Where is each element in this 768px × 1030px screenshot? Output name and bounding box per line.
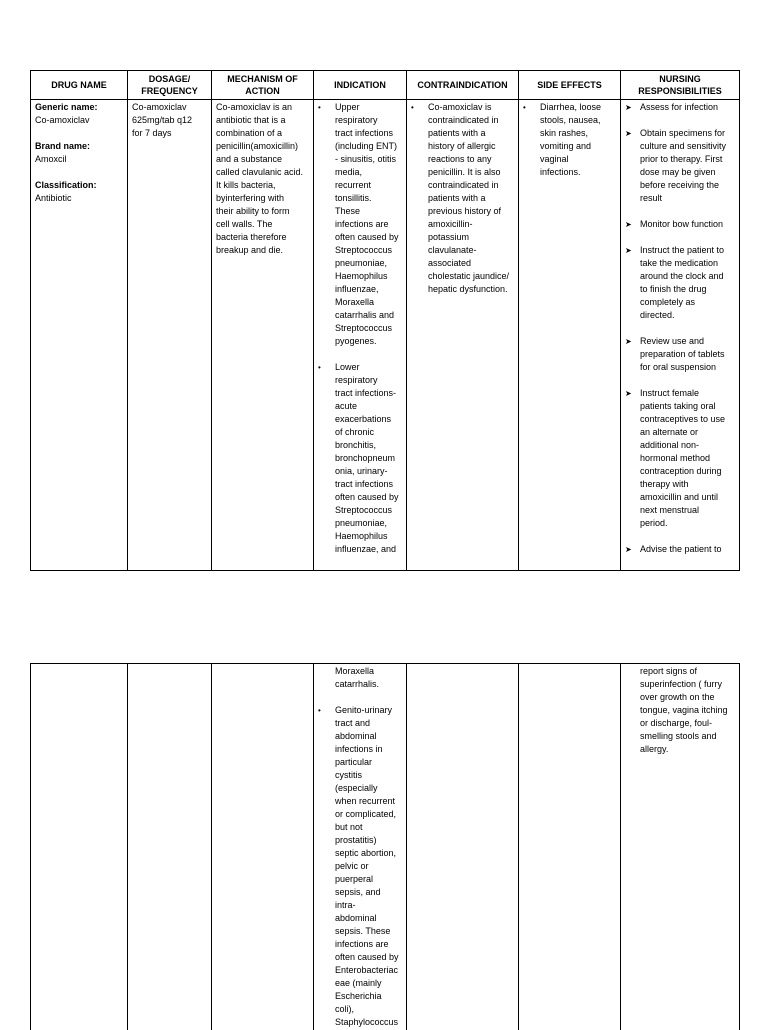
brand-name-value: Amoxcil xyxy=(35,153,123,166)
text-line: skin rashes, xyxy=(540,127,616,140)
bullet-icon: • xyxy=(318,361,330,374)
header-mechanism-of-action: MECHANISM OF ACTION xyxy=(212,71,314,100)
text-line: vomiting and xyxy=(540,140,616,153)
text-line: or complicated, xyxy=(335,808,402,821)
text-line: tract and xyxy=(335,717,402,730)
text-line: patients with a xyxy=(428,192,514,205)
text-line: byinterfering with xyxy=(216,192,309,205)
arrow-bullet-icon: ➤ xyxy=(625,244,637,257)
text-line: additional non- xyxy=(640,439,735,452)
cell-drug-name xyxy=(31,100,128,571)
text-line: or discharge, foul- xyxy=(640,717,735,730)
text-line: sepsis, and xyxy=(335,886,402,899)
text-line: Advise the patient to xyxy=(640,543,735,556)
text-line: period. xyxy=(640,517,735,530)
cell-drug-name-continued xyxy=(31,664,128,1030)
text-line: report signs of xyxy=(640,665,735,678)
arrow-bullet-icon: ➤ xyxy=(625,335,637,348)
text-line: clavulanate- xyxy=(428,244,514,257)
text-line: Haemophilus xyxy=(335,530,402,543)
text-line: respiratory xyxy=(335,114,402,127)
text-line: infections in xyxy=(335,743,402,756)
text-line: history of allergic xyxy=(428,140,514,153)
header-contraindication: CONTRAINDICATION xyxy=(407,71,519,100)
text-line: recurrent xyxy=(335,179,402,192)
text-line: contraindicated in xyxy=(428,114,514,127)
text-line: hepatic dysfunction. xyxy=(428,283,514,296)
text-line: amoxicillin and until xyxy=(640,491,735,504)
nursing-list xyxy=(625,101,735,556)
bullet-icon: • xyxy=(318,101,330,114)
classification-value: Antibiotic xyxy=(35,192,123,205)
side-effect-item xyxy=(523,101,616,179)
text-line: influenzae, xyxy=(335,283,402,296)
text-line: Instruct female xyxy=(640,387,735,400)
generic-name-label: Generic name: xyxy=(35,101,123,114)
header-indication: INDICATION xyxy=(314,71,407,100)
text-line: coli), xyxy=(335,1003,402,1016)
text-line: (including ENT) xyxy=(335,140,402,153)
header-nursing-responsibilities: NURSING RESPONSIBILITIES xyxy=(621,71,740,100)
text-line: Obtain specimens for xyxy=(640,127,735,140)
brand-name-label: Brand name: xyxy=(35,140,123,153)
text-line: Monitor bow function xyxy=(640,218,735,231)
text-line: Co-amoxiclav xyxy=(132,101,207,114)
text-line: 625mg/tab q12 xyxy=(132,114,207,127)
text-line: Haemophilus xyxy=(335,270,402,283)
cell-nursing-continued xyxy=(621,664,740,1030)
text-line: These xyxy=(335,205,402,218)
cell-mechanism-continued xyxy=(212,664,314,1030)
text-line: (especially xyxy=(335,782,402,795)
text-line: cystitis xyxy=(335,769,402,782)
text-line: their ability to form xyxy=(216,205,309,218)
text-line: Genito-urinary xyxy=(335,704,402,717)
text-line: infections. xyxy=(540,166,616,179)
indication-list-continued xyxy=(318,704,402,1029)
nursing-item xyxy=(625,387,735,530)
text-line: pneumoniae, xyxy=(335,257,402,270)
text-line: Streptococcus xyxy=(335,504,402,517)
text-line: to finish the drug xyxy=(640,283,735,296)
text-line: but not xyxy=(335,821,402,834)
text-line: pneumoniae, xyxy=(335,517,402,530)
text-line: for oral suspension xyxy=(640,361,735,374)
nursing-item xyxy=(625,218,735,231)
text-line: and a substance xyxy=(216,153,309,166)
text-line: Review use and xyxy=(640,335,735,348)
nursing-item xyxy=(625,543,735,556)
text-line: - sinusitis, otitis xyxy=(335,153,402,166)
contraindication-item xyxy=(411,101,514,296)
cell-dosage xyxy=(128,100,212,571)
text-line: dose may be given xyxy=(640,166,735,179)
text-line: next menstrual xyxy=(640,504,735,517)
text-line: Streptococcus xyxy=(335,322,402,335)
indication-item xyxy=(318,361,402,556)
text-line: often caused by xyxy=(335,951,402,964)
text-line: acute xyxy=(335,400,402,413)
text-line: abdominal xyxy=(335,730,402,743)
text-line: associated xyxy=(428,257,514,270)
text-line: bronchitis, xyxy=(335,439,402,452)
cell-dosage-continued xyxy=(128,664,212,1030)
bullet-icon: • xyxy=(411,101,423,114)
text-line: sepsis. These xyxy=(335,925,402,938)
indication-continued-text xyxy=(335,665,402,691)
text-line: infections are xyxy=(335,218,402,231)
dosage-text xyxy=(132,101,207,140)
text-line: Instruct the patient to xyxy=(640,244,735,257)
text-line: exacerbations xyxy=(335,413,402,426)
text-line: culture and sensitivity xyxy=(640,140,735,153)
text-line: therapy with xyxy=(640,478,735,491)
text-line: hormonal method xyxy=(640,452,735,465)
text-line: often caused by xyxy=(335,491,402,504)
text-line: septic abortion, xyxy=(335,847,402,860)
arrow-bullet-icon: ➤ xyxy=(625,543,637,556)
text-line: stools, nausea, xyxy=(540,114,616,127)
table-header-row xyxy=(31,71,740,100)
text-line: amoxicillin- xyxy=(428,218,514,231)
header-drug-name: DRUG NAME xyxy=(31,71,128,100)
text-line: contraceptives to use xyxy=(640,413,735,426)
indication-list xyxy=(318,101,402,556)
indication-item xyxy=(318,101,402,348)
text-line: for 7 days xyxy=(132,127,207,140)
arrow-bullet-icon: ➤ xyxy=(625,101,637,114)
text-line: patients taking oral xyxy=(640,400,735,413)
text-line: Assess for infection xyxy=(640,101,735,114)
text-line: puerperal xyxy=(335,873,402,886)
cell-indication-continued xyxy=(314,664,407,1030)
text-line: Moraxella xyxy=(335,296,402,309)
nursing-item xyxy=(625,244,735,322)
text-line: Streptococcus xyxy=(335,244,402,257)
text-line: vaginal xyxy=(540,153,616,166)
nursing-item xyxy=(625,101,735,114)
text-line: preparation of tablets xyxy=(640,348,735,361)
text-line: tonsillitis. xyxy=(335,192,402,205)
text-line: Enterobacteriac xyxy=(335,964,402,977)
text-line: catarrhalis. xyxy=(335,678,402,691)
text-line: when recurrent xyxy=(335,795,402,808)
table-body-row xyxy=(31,100,740,571)
text-line: Staphylococcus xyxy=(335,1016,402,1029)
text-line: Escherichia xyxy=(335,990,402,1003)
text-line: breakup and die. xyxy=(216,244,309,257)
indication-item xyxy=(318,704,402,1029)
mechanism-text xyxy=(216,101,309,257)
text-line: cholestatic jaundice/ xyxy=(428,270,514,283)
text-line: media, xyxy=(335,166,402,179)
text-line: smelling stools and xyxy=(640,730,735,743)
text-line: particular xyxy=(335,756,402,769)
text-line: tract infections- xyxy=(335,387,402,400)
text-line: contraindicated in xyxy=(428,179,514,192)
text-line: antibiotic that is a xyxy=(216,114,309,127)
text-line: bronchopneum xyxy=(335,452,402,465)
arrow-bullet-icon: ➤ xyxy=(625,218,637,231)
text-line: Co-amoxiclav is xyxy=(428,101,514,114)
nursing-continued-text xyxy=(640,665,735,756)
bullet-icon: • xyxy=(318,704,330,717)
text-line: called clavulanic acid. xyxy=(216,166,309,179)
text-line: prostatitis) xyxy=(335,834,402,847)
text-line: result xyxy=(640,192,735,205)
text-line: directed. xyxy=(640,309,735,322)
text-line: reactions to any xyxy=(428,153,514,166)
cell-indication xyxy=(314,100,407,571)
text-line: often caused by xyxy=(335,231,402,244)
text-line: allergy. xyxy=(640,743,735,756)
text-line: eae (mainly xyxy=(335,977,402,990)
text-line: tract infections xyxy=(335,127,402,140)
drug-study-table-page2 xyxy=(30,663,740,1030)
nursing-item xyxy=(625,127,735,205)
cell-contraindication-continued xyxy=(407,664,519,1030)
text-line: bacteria therefore xyxy=(216,231,309,244)
text-line: Co-amoxiclav is an xyxy=(216,101,309,114)
text-line: pelvic or xyxy=(335,860,402,873)
text-line: potassium xyxy=(428,231,514,244)
text-line: take the medication xyxy=(640,257,735,270)
text-line: previous history of xyxy=(428,205,514,218)
text-line: influenzae, and xyxy=(335,543,402,556)
text-line: contraception during xyxy=(640,465,735,478)
classification-label: Classification: xyxy=(35,179,123,192)
text-line: combination of a xyxy=(216,127,309,140)
text-line: superinfection ( furry xyxy=(640,678,735,691)
side-effects-list xyxy=(523,101,616,179)
text-line: Diarrhea, loose xyxy=(540,101,616,114)
cell-nursing xyxy=(621,100,740,571)
text-line: patients with a xyxy=(428,127,514,140)
text-line: respiratory xyxy=(335,374,402,387)
text-line: Moraxella xyxy=(335,665,402,678)
text-line: completely as xyxy=(640,296,735,309)
text-line: It kills bacteria, xyxy=(216,179,309,192)
text-line: onia, urinary- xyxy=(335,465,402,478)
cell-side-effects xyxy=(519,100,621,571)
table-body-row-continued xyxy=(31,664,740,1030)
header-side-effects: SIDE EFFECTS xyxy=(519,71,621,100)
arrow-bullet-icon: ➤ xyxy=(625,387,637,400)
header-dosage-frequency: DOSAGE/ FREQUENCY xyxy=(128,71,212,100)
text-line: Upper xyxy=(335,101,402,114)
cell-mechanism xyxy=(212,100,314,571)
text-line: penicillin. It is also xyxy=(428,166,514,179)
text-line: tongue, vagina itching xyxy=(640,704,735,717)
text-line: catarrhalis and xyxy=(335,309,402,322)
cell-contraindication xyxy=(407,100,519,571)
contraindication-list xyxy=(411,101,514,296)
text-line: an alternate or xyxy=(640,426,735,439)
text-line: over growth on the xyxy=(640,691,735,704)
drug-study-table-page1 xyxy=(30,70,740,571)
generic-name-value: Co-amoxiclav xyxy=(35,114,123,127)
text-line: before receiving the xyxy=(640,179,735,192)
text-line: cell walls. The xyxy=(216,218,309,231)
nursing-item xyxy=(625,335,735,374)
text-line: abdominal xyxy=(335,912,402,925)
text-line: Lower xyxy=(335,361,402,374)
arrow-bullet-icon: ➤ xyxy=(625,127,637,140)
bullet-icon: • xyxy=(523,101,535,114)
text-line: penicillin(amoxicillin) xyxy=(216,140,309,153)
text-line: pyogenes. xyxy=(335,335,402,348)
text-line: intra- xyxy=(335,899,402,912)
text-line: infections are xyxy=(335,938,402,951)
text-line: prior to therapy. First xyxy=(640,153,735,166)
text-line: tract infections xyxy=(335,478,402,491)
text-line: of chronic xyxy=(335,426,402,439)
text-line: around the clock and xyxy=(640,270,735,283)
cell-side-effects-continued xyxy=(519,664,621,1030)
